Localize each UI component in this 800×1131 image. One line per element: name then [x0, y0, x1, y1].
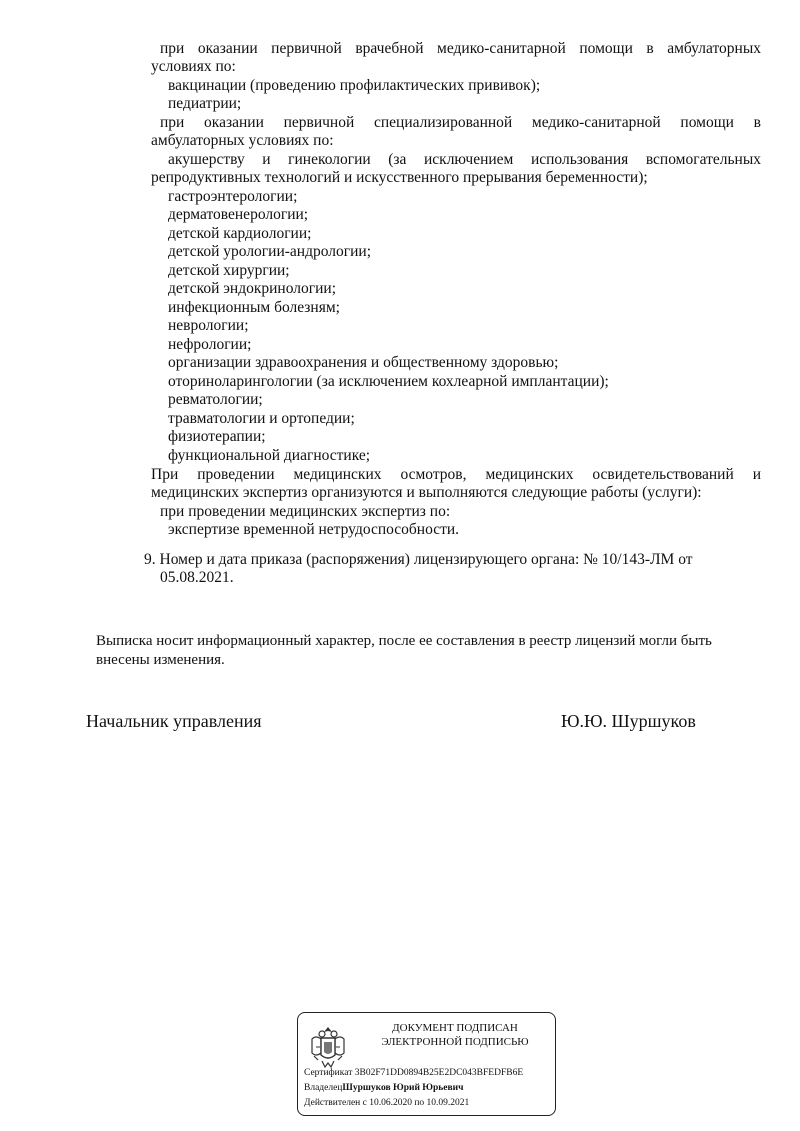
- disclaimer-line: внесены изменения.: [96, 652, 225, 668]
- signatory-position: Начальник управления: [86, 711, 262, 731]
- activity-line: условиях по:: [151, 58, 236, 75]
- activity-line: при оказании первичной специализированной медико-санитарной помощи в: [160, 114, 761, 131]
- activity-line: инфекционным болезням;: [168, 299, 340, 316]
- disclaimer-line: Выписка носит информационный характер, после ее составления в реестр лицензий могли быть: [96, 633, 712, 649]
- coat-of-arms-icon: [308, 1023, 348, 1069]
- activity-line: детской урологии-андрологии;: [168, 243, 372, 260]
- activity-line: функциональной диагностике;: [168, 447, 371, 464]
- validity-row: Действителен с 10.06.2020 по 10.09.2021: [304, 1098, 470, 1108]
- stamp-title: ДОКУМЕНТ ПОДПИСАН: [392, 1022, 518, 1034]
- activity-line: физиотерапии;: [168, 428, 266, 445]
- activity-line: детской кардиологии;: [168, 225, 312, 242]
- owner-value: Шуршуков Юрий Юрьевич: [342, 1083, 464, 1093]
- order-number-line: 9. Номер и дата приказа (распоряжения) лицензирующего органа: № 10/143-ЛМ от: [144, 551, 693, 568]
- activity-line: детской хирургии;: [168, 262, 290, 279]
- activity-line: педиатрии;: [168, 95, 242, 112]
- activity-line: экспертизе временной нетрудоспособности.: [168, 521, 460, 538]
- activity-line: При проведении медицинских осмотров, медицинских освидетельствований и: [151, 466, 761, 483]
- activity-line: дерматовенерологии;: [168, 206, 309, 223]
- owner-row: [304, 1082, 463, 1094]
- activity-line: травматологии и ортопедии;: [168, 410, 355, 427]
- owner-label: Владелец: [304, 1083, 343, 1093]
- order-date-line: 05.08.2021.: [160, 569, 234, 586]
- activity-line: организации здравоохранения и общественному здоровью;: [168, 354, 559, 371]
- activity-line: вакцинации (проведению профилактических прививок);: [168, 77, 541, 94]
- activity-line: репродуктивных технологий и искусственного прерывания беременности);: [151, 169, 648, 186]
- activity-line: гастроэнтерологии;: [168, 188, 298, 205]
- certificate-row: [304, 1067, 523, 1079]
- stamp-subtitle: ЭЛЕКТРОННОЙ ПОДПИСЬЮ: [381, 1036, 529, 1048]
- activity-line: детской эндокринологии;: [168, 280, 337, 297]
- activity-line: медицинских экспертиз организуются и выполняются следующие работы (услуги):: [151, 484, 702, 501]
- signatory-name: Ю.Ю. Шуршуков: [561, 711, 696, 731]
- activity-line: нефрологии;: [168, 336, 252, 353]
- activity-line: амбулаторных условиях по:: [151, 132, 334, 149]
- activity-line: ревматологии;: [168, 391, 263, 408]
- activity-line: оториноларингологии (за исключением кохлеарной имплантации);: [168, 373, 609, 390]
- activity-line: при проведении медицинских экспертиз по:: [160, 503, 451, 520]
- electronic-signature-stamp: [297, 1012, 556, 1116]
- certificate-label: Сертификат: [304, 1068, 353, 1078]
- activity-line: при оказании первичной врачебной медико-санитарной помощи в амбулаторных: [160, 40, 761, 57]
- activity-line: акушерству и гинекологии (за исключением использования вспомогательных: [168, 151, 761, 168]
- activity-line: неврологии;: [168, 317, 249, 334]
- certificate-value: 3B02F71DD0894B25E2DC043BFEDFB6E: [354, 1068, 524, 1078]
